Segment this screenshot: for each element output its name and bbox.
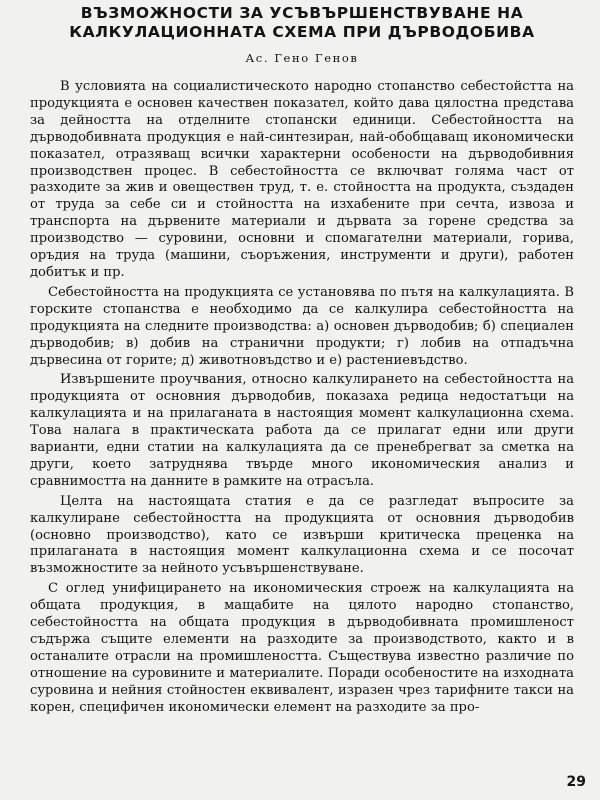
paragraph-1: В условията на социалистическото народно стопанство себестойстта на продукцията е основен качествен показател, който дава цялостна представа за дейността на отделните стопански единици. Себестойността на дърводобивната продукция е най-синтезиран, най-обобщаващ икономически показател, отразяващ всички характерни особености на дърводобивния производствен процес. В себестойността се включват голяма част от разходите за жив и овеществен труд, т. е. стойността на продукта, създаден от труда за себе си и стойността на изхабените при сечта, извоза и транспорта на дървените материали и дървата за горене средства за производство — суровини, основни и спомагателни материали, горива, оръдия на труда (машини, съоръжения, инструменти и други), работен добитък и пр.: [30, 79, 574, 280]
page-number: 29: [566, 774, 586, 790]
paragraph-3: Извършените проучвания, относно калкулирането на себестойността на продукцията от основния дърводобив, показаха редица недостатъци на калкулацията и на прилаганата в настоящия момент калкулационна схема. Това налага в практическата работа да се прилагат едни или други варианти, едни статии на калкулацията да се пренебрегват за сметка на други, което затруднява твърде много икономическия анализ и сравнимостта на данните в рамките на отрасъла.: [30, 372, 574, 489]
paragraph-2: Себестойността на продукцията се установява по пътя на калкулацията. В горските стопанства е необходимо да се калкулира себестойността на продукцията на следните производства: а) основен дърводобив; б) специален дърводобив; в) добив на странични продукти; г) лобив на отпадъчна дървесина от горите; д) животновъдство и е) растениевъдство.: [30, 284, 574, 368]
article-body: [30, 79, 574, 717]
article-author: Ас. Гено Генов: [245, 51, 359, 65]
paragraph-4: Целта на настоящата статия е да се разгледат въпросите за калкулиране себестойността на продукцията от основния дърводобив (основно производство), като се извърши критическа преценка на прилаганата в настоящия момент калкулационна схема и се посочат възможностите за нейното усъвършенствуване.: [30, 493, 574, 577]
article-title-line-2: КАЛКУЛАЦИОННАТА СХЕМА ПРИ ДЪРВОДОБИВА: [69, 23, 535, 41]
article-title: [30, 4, 574, 42]
article-title-line-1: ВЪЗМОЖНОСТИ ЗА УСЪВЪРШЕНСТВУВАНЕ НА: [80, 4, 524, 22]
paragraph-5: С оглед унифицирането на икономическия строеж на калкулацията на общата продукция, в мащабите на цялото народно стопанство, себестойността на общата продукция в дърводобивната промишленост съдържа същите елементи на разходите за производството, както и в останалите отрасли на промишлеността. Съществува известно различие по отношение на суровините и материалите. Поради особеностите на изходната суровина и нейния стойностен еквивалент, изразен чрез тарифните такси на корен, специфичен икономически елемент на разходите за про-: [30, 581, 574, 715]
